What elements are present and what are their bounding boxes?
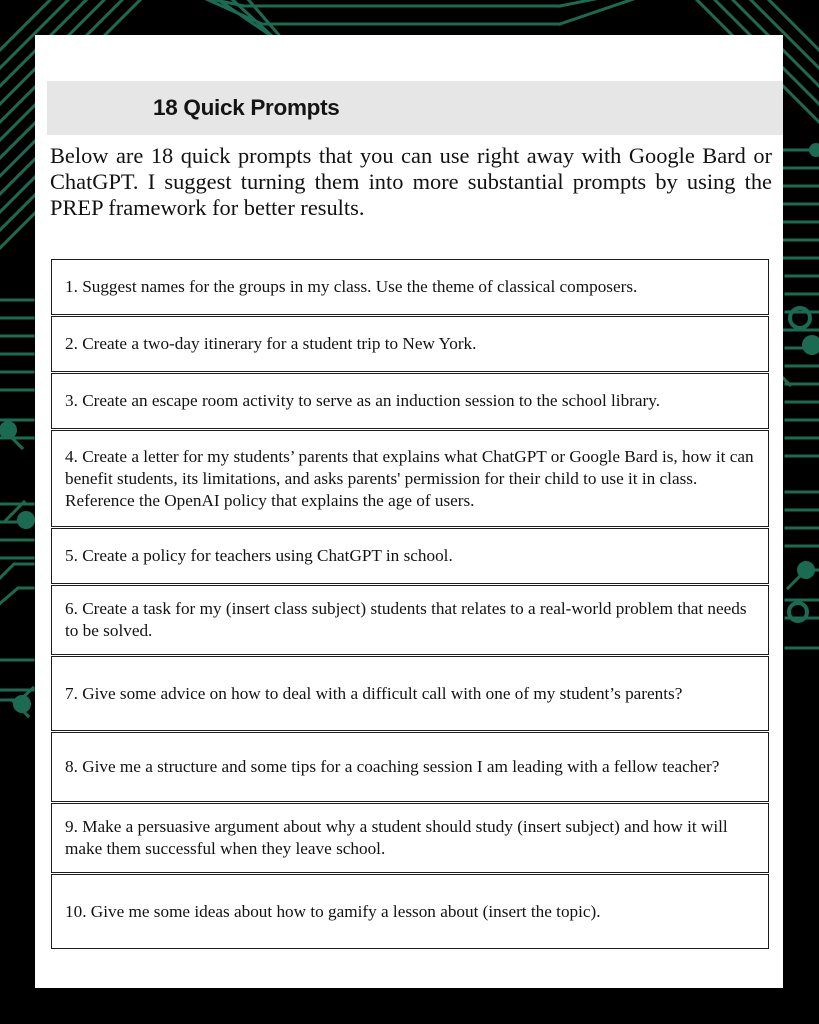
prompt-text: 8. Give me a structure and some tips for a coaching session I am leading with a fellow teacher?	[65, 757, 720, 776]
table-row[interactable]	[51, 585, 769, 655]
prompt-text: 10. Give me some ideas about how to gamify a lesson about (insert the topic).	[65, 901, 601, 921]
table-row[interactable]	[51, 528, 769, 584]
prompt-text: 9. Make a persuasive argument about why a student should study (insert subject) and how it will make them successful when they leave school.	[65, 817, 728, 858]
table-row[interactable]	[51, 803, 769, 873]
page-title: 18 Quick Prompts	[153, 95, 340, 120]
prompt-text: 2. Create a two-day itinerary for a student trip to New York.	[65, 334, 477, 353]
table-row[interactable]	[51, 656, 769, 731]
prompt-text: 1. Suggest names for the groups in my class. Use the theme of classical composers.	[65, 277, 638, 296]
table-row[interactable]	[51, 373, 769, 429]
table-row[interactable]	[51, 316, 769, 372]
prompt-text: 3. Create an escape room activity to serve as an induction session to the school library.	[65, 391, 661, 410]
prompt-text: 5. Create a policy for teachers using ChatGPT in school.	[65, 546, 453, 565]
prompts-table	[51, 259, 769, 950]
document-page	[35, 35, 783, 988]
prompt-text: 6. Create a task for my (insert class subject) students that relates to a real-world problem that needs to be solved.	[65, 599, 747, 640]
table-row[interactable]	[51, 874, 769, 949]
title-banner	[47, 81, 783, 135]
prompt-text: 4. Create a letter for my students’ parents that explains what ChatGPT or Google Bard is, how it can benefit students, its limitations, and asks parents' permission for their child to use it in class. Reference the OpenAI policy that explains the age of users.	[65, 446, 754, 510]
intro-paragraph: Below are 18 quick prompts that you can use right away with Google Bard or ChatGPT. I suggest turning them into more substantial prompts by using the PREP framework for better results.	[50, 143, 772, 220]
table-row[interactable]	[51, 732, 769, 802]
table-row[interactable]	[51, 430, 769, 527]
table-row[interactable]	[51, 259, 769, 315]
prompt-text: 7. Give some advice on how to deal with a difficult call with one of my student’s parents?	[65, 683, 683, 703]
